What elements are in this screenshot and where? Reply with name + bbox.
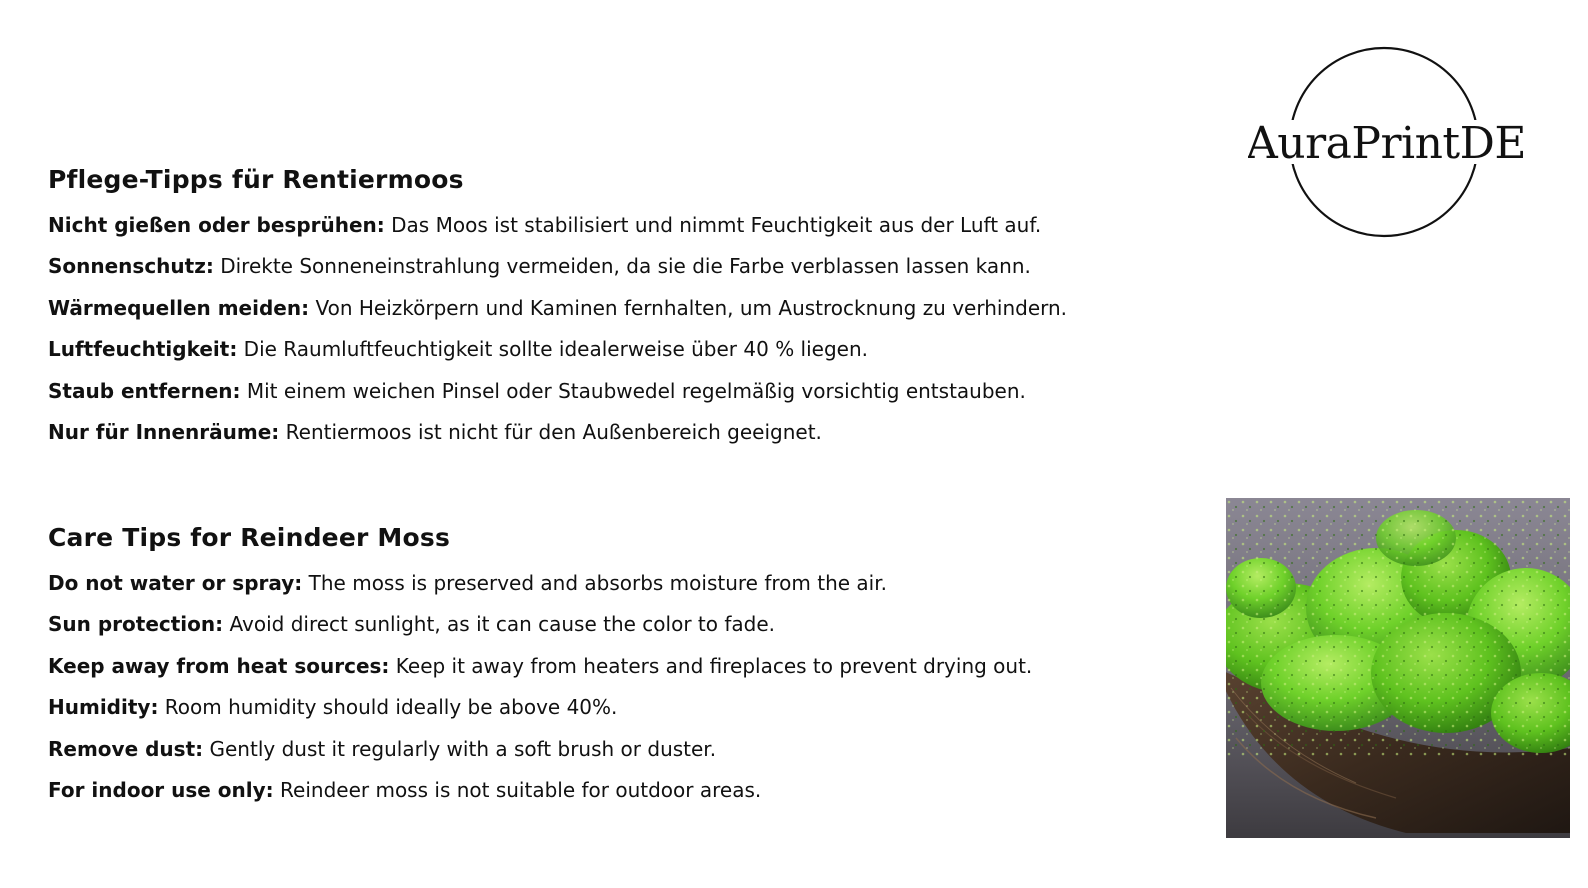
tip-text: Reindeer moss is not suitable for outdoor areas. <box>273 778 762 803</box>
german-tip-5 <box>48 371 1168 412</box>
tip-text: The moss is preserved and absorbs moisture from the air. <box>302 571 887 595</box>
tip-label: Sonnenschutz: <box>48 254 214 279</box>
german-tip-2 <box>48 246 1168 287</box>
tip-text: Die Raumluftfeuchtigkeit sollte idealerweise über 40 % liegen. <box>237 337 869 362</box>
english-tip-5 <box>48 729 1168 770</box>
german-tip-6 <box>48 412 1168 453</box>
german-tip-1 <box>48 205 1168 246</box>
tip-label: Wärmequellen meiden: <box>48 295 310 320</box>
brand-logo <box>1248 40 1538 250</box>
german-title: Pflege-Tipps für Rentiermoos <box>48 165 464 194</box>
tip-text: Das Moos ist stabilisiert und nimmt Feuchtigkeit aus der Luft auf. <box>384 213 1042 237</box>
reindeer-moss-bowl-image <box>1226 498 1570 838</box>
tip-label: For indoor use only: <box>48 778 274 803</box>
tip-label: Do not water or spray: <box>48 571 303 595</box>
english-tip-3 <box>48 646 1168 687</box>
english-tip-4 <box>48 687 1168 728</box>
tip-label: Keep away from heat sources: <box>48 653 390 678</box>
english-tip-2 <box>48 604 1168 645</box>
english-care-tips <box>48 521 1168 811</box>
tip-label: Nicht gießen oder besprühen: <box>48 213 385 237</box>
english-tip-1 <box>48 563 1168 604</box>
logo-text: AuraPrintDE <box>1248 118 1527 169</box>
tip-text: Gently dust it regularly with a soft brush or duster. <box>203 736 717 761</box>
english-title: Care Tips for Reindeer Moss <box>48 523 451 552</box>
german-tip-4 <box>48 329 1168 370</box>
tip-text: Mit einem weichen Pinsel oder Staubwedel regelmäßig vorsichtig entstauben. <box>240 378 1026 403</box>
tip-text: Keep it away from heaters and fireplaces to prevent drying out. <box>389 653 1033 678</box>
tip-text: Direkte Sonneneinstrahlung vermeiden, da sie die Farbe verblassen lassen kann. <box>213 254 1031 279</box>
tip-text: Room humidity should ideally be above 40%. <box>158 695 618 720</box>
tip-text: Von Heizkörpern und Kaminen fernhalten, um Austrocknung zu verhindern. <box>309 295 1068 320</box>
tip-label: Remove dust: <box>48 736 204 761</box>
tip-label: Sun protection: <box>48 612 224 637</box>
english-tip-6 <box>48 770 1168 811</box>
tip-label: Luftfeuchtigkeit: <box>48 337 238 362</box>
circle-logo-icon <box>1248 40 1538 250</box>
german-care-tips <box>48 163 1168 453</box>
german-tip-3 <box>48 288 1168 329</box>
tip-label: Nur für Innenräume: <box>48 420 280 445</box>
tip-label: Staub entfernen: <box>48 378 241 403</box>
reindeer-moss-photo <box>1226 498 1570 838</box>
tip-text: Rentiermoos ist nicht für den Außenbereich geeignet. <box>279 420 822 445</box>
tip-text: Avoid direct sunlight, as it can cause the color to fade. <box>223 612 775 637</box>
tip-label: Humidity: <box>48 695 159 720</box>
